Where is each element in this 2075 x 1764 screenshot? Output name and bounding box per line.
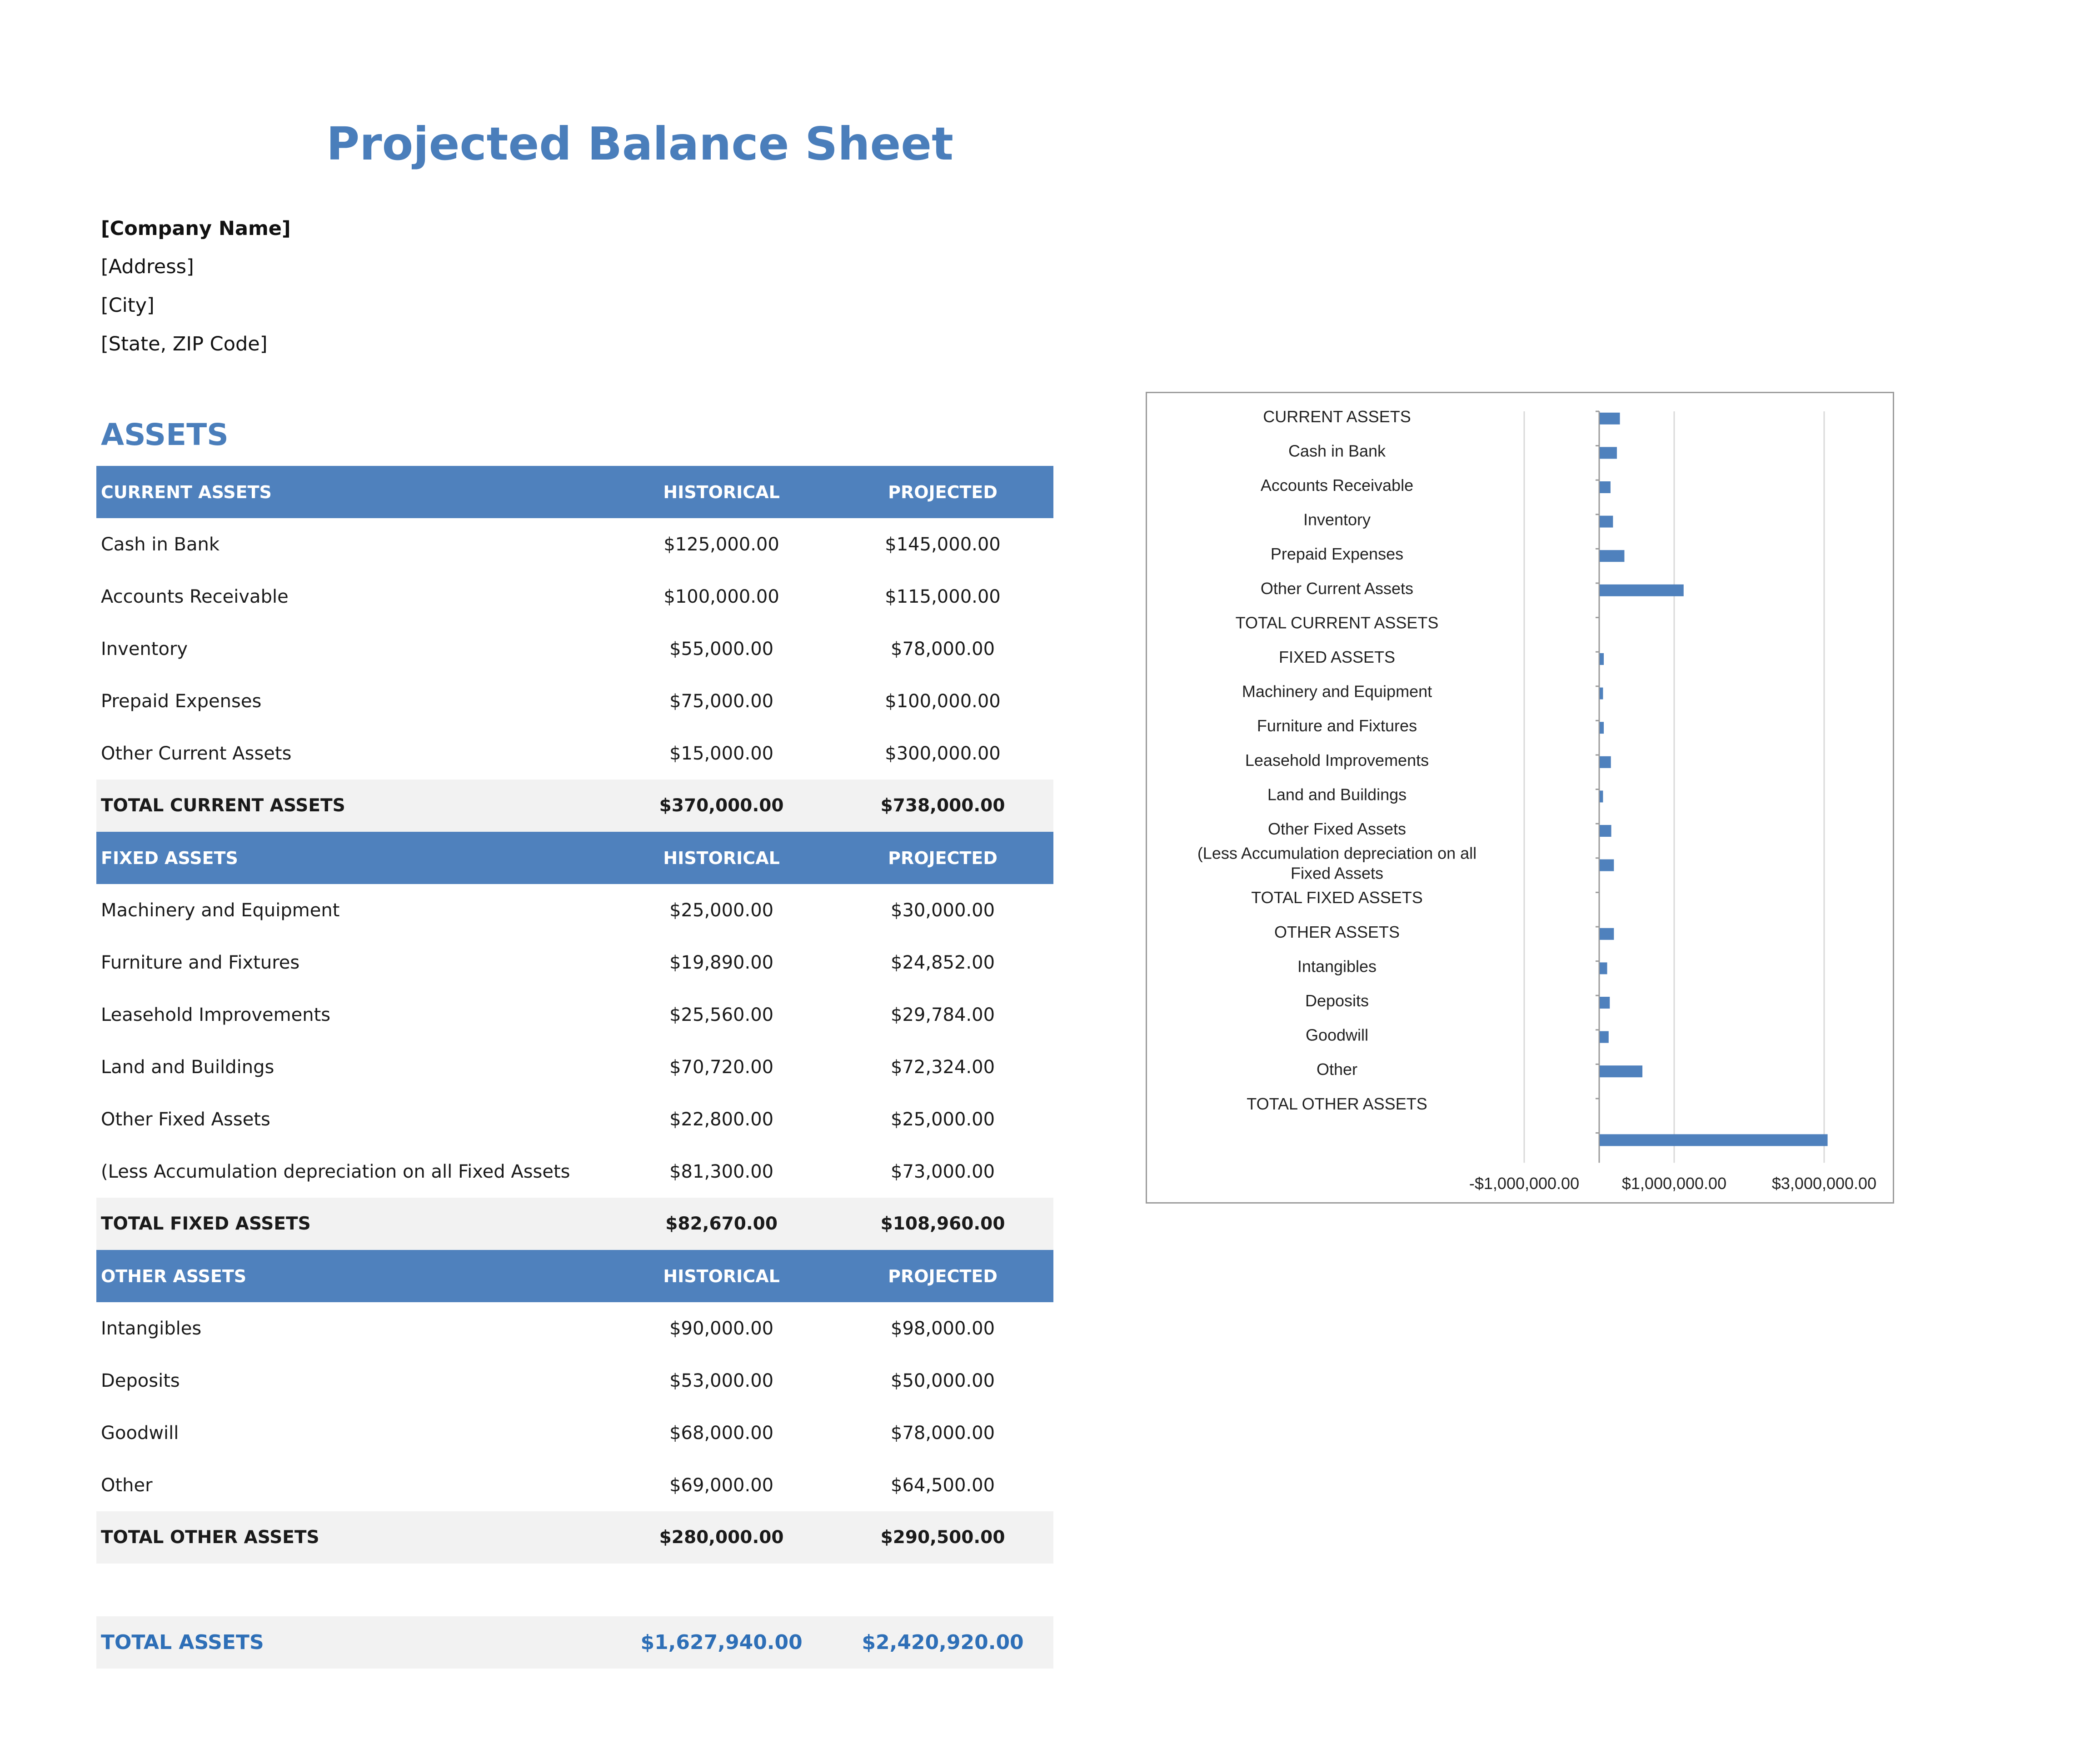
category-label: CURRENT ASSETS [1263, 407, 1411, 426]
company-name: [Company Name] [101, 217, 291, 240]
category-label: TOTAL OTHER ASSETS [1247, 1094, 1427, 1113]
company-state-zip: [State, ZIP Code] [101, 333, 268, 355]
table-row [96, 1407, 1053, 1459]
table-row-historical: $55,000.00 [669, 638, 774, 660]
table-row-historical: $19,890.00 [669, 952, 774, 973]
chart-bar [1600, 481, 1611, 493]
category-label: FIXED ASSETS [1278, 648, 1396, 666]
chart-bar [1600, 688, 1603, 700]
category-label: (Less Accumulation depreciation on all [1197, 844, 1477, 863]
table-row [96, 518, 1053, 570]
x-tick-label: $1,000,000.00 [1621, 1174, 1727, 1193]
table-row-historical: $75,000.00 [669, 690, 774, 712]
table-row-projected: $78,000.00 [891, 638, 995, 660]
table-row-projected: $25,000.00 [891, 1109, 995, 1130]
chart-bar [1600, 756, 1611, 768]
category-label: Accounts Receivable [1260, 476, 1414, 495]
table-row-historical: $68,000.00 [669, 1422, 774, 1444]
table-row-label: Intangibles [101, 1318, 202, 1339]
table-row-projected: $78,000.00 [891, 1422, 995, 1444]
category-label: Other Fixed Assets [1267, 820, 1407, 838]
other-assets-total-row-projected: $290,500.00 [832, 1511, 1053, 1564]
other-assets-total-row [96, 1511, 1053, 1564]
category-label: Land and Buildings [1267, 785, 1407, 804]
table-row-label: Machinery and Equipment [101, 899, 340, 921]
table-row [96, 1302, 1053, 1354]
other-assets-total-row-historical: $280,000.00 [611, 1511, 832, 1564]
current-assets-total-row-label: TOTAL CURRENT ASSETS [96, 780, 611, 832]
table-row-label: Other Current Assets [101, 743, 292, 764]
category-label: Deposits [1305, 991, 1369, 1010]
other-assets-header-row-label: OTHER ASSETS [96, 1250, 611, 1302]
total-assets-row-projected: $2,420,920.00 [832, 1616, 1053, 1669]
other-assets-header-row-projected: PROJECTED [832, 1250, 1053, 1302]
table-row-projected: $73,000.00 [891, 1161, 995, 1182]
category-label: Goodwill [1305, 1025, 1369, 1044]
table-row-projected: $115,000.00 [885, 586, 1001, 607]
chart-bar [1600, 860, 1614, 871]
table-row [96, 1354, 1053, 1407]
other-assets-header-row-historical: HISTORICAL [611, 1250, 832, 1302]
category-label: Furniture and Fixtures [1257, 716, 1417, 735]
chart-bar [1600, 928, 1614, 940]
spacer-cell [96, 1564, 1053, 1616]
table-row [96, 1093, 1053, 1145]
chart-bar [1600, 516, 1613, 528]
table-row-historical: $69,000.00 [669, 1474, 774, 1496]
table-row-projected: $100,000.00 [885, 690, 1001, 712]
fixed-assets-total-row [96, 1198, 1053, 1250]
table-row-label: Other Fixed Assets [101, 1109, 270, 1130]
assets-table [96, 466, 1053, 1669]
other-assets-header-row [96, 1250, 1053, 1302]
table-row [96, 1041, 1053, 1093]
table-row-projected: $145,000.00 [885, 534, 1001, 555]
company-city: [City] [101, 294, 155, 317]
company-address: [Address] [101, 255, 194, 278]
table-row [96, 570, 1053, 623]
x-tick-label: -$1,000,000.00 [1469, 1174, 1580, 1193]
category-label: Intangibles [1297, 957, 1377, 976]
table-row [96, 675, 1053, 727]
chart-bar [1600, 1065, 1642, 1077]
chart-bar [1600, 997, 1610, 1009]
chart-bar [1600, 653, 1604, 665]
page-title: Projected Balance Sheet [326, 117, 953, 170]
chart-bar [1600, 722, 1604, 734]
category-label: Machinery and Equipment [1242, 682, 1432, 701]
category-label: Other [1316, 1060, 1358, 1079]
total-assets-row-historical: $1,627,940.00 [611, 1616, 832, 1669]
chart-bar [1600, 962, 1607, 974]
current-assets-header-row [96, 466, 1053, 518]
current-assets-header-row-historical: HISTORICAL [611, 466, 832, 518]
table-row-historical: $25,560.00 [669, 1004, 774, 1025]
x-tick-label: $3,000,000.00 [1771, 1174, 1877, 1193]
table-row-projected: $24,852.00 [891, 952, 995, 973]
table-row-label: Furniture and Fixtures [101, 952, 300, 973]
fixed-assets-header-row-label: FIXED ASSETS [96, 832, 611, 884]
category-label: Prepaid Expenses [1270, 545, 1404, 564]
category-label: Cash in Bank [1288, 441, 1386, 460]
table-row-historical: $81,300.00 [669, 1161, 774, 1182]
chart-bar [1600, 1031, 1609, 1043]
table-row-historical: $90,000.00 [669, 1318, 774, 1339]
table-row-label: Leasehold Improvements [101, 1004, 331, 1025]
chart-bar [1600, 413, 1620, 425]
chart-bar [1600, 1134, 1828, 1146]
table-row-label: Prepaid Expenses [101, 690, 262, 712]
current-assets-total-row-projected: $738,000.00 [832, 780, 1053, 832]
table-row [96, 1459, 1053, 1511]
table-row-projected: $30,000.00 [891, 899, 995, 921]
chart-bar [1600, 790, 1603, 802]
total-assets-row [96, 1616, 1053, 1669]
fixed-assets-header-row [96, 832, 1053, 884]
table-row-historical: $22,800.00 [669, 1109, 774, 1130]
fixed-assets-header-row-historical: HISTORICAL [611, 832, 832, 884]
table-row-label: Cash in Bank [101, 534, 219, 555]
category-label: Fixed Assets [1290, 864, 1384, 883]
table-row [96, 727, 1053, 780]
fixed-assets-total-row-label: TOTAL FIXED ASSETS [96, 1198, 611, 1250]
table-row-label: Deposits [101, 1370, 180, 1391]
current-assets-total-row-historical: $370,000.00 [611, 780, 832, 832]
table-row [96, 1145, 1053, 1198]
table-row-historical: $100,000.00 [663, 586, 779, 607]
chart-bar [1600, 550, 1624, 562]
current-assets-total-row [96, 780, 1053, 832]
current-assets-header-row-projected: PROJECTED [832, 466, 1053, 518]
table-row-projected: $50,000.00 [891, 1370, 995, 1391]
category-label: Inventory [1303, 510, 1371, 529]
table-row-historical: $70,720.00 [669, 1056, 774, 1078]
table-row-historical: $25,000.00 [669, 899, 774, 921]
table-row-historical: $125,000.00 [663, 534, 779, 555]
current-assets-header-row-label: CURRENT ASSETS [96, 466, 611, 518]
table-row-label: Accounts Receivable [101, 586, 289, 607]
table-row [96, 989, 1053, 1041]
table-row-label: Other [101, 1474, 153, 1496]
spacer-row [96, 1564, 1053, 1616]
table-row-label: Inventory [101, 638, 188, 660]
chart-svg [1147, 393, 1893, 1202]
other-assets-total-row-label: TOTAL OTHER ASSETS [96, 1511, 611, 1564]
category-label: Leasehold Improvements [1245, 750, 1429, 770]
fixed-assets-total-row-projected: $108,960.00 [832, 1198, 1053, 1250]
chart-bar [1600, 447, 1617, 459]
table-row [96, 623, 1053, 675]
table-row [96, 936, 1053, 989]
fixed-assets-total-row-historical: $82,670.00 [611, 1198, 832, 1250]
category-label: Other Current Assets [1260, 579, 1414, 598]
category-label: TOTAL CURRENT ASSETS [1235, 613, 1439, 632]
table-row-historical: $53,000.00 [669, 1370, 774, 1391]
total-assets-row-label: TOTAL ASSETS [96, 1616, 611, 1669]
fixed-assets-header-row-projected: PROJECTED [832, 832, 1053, 884]
table-row-label: (Less Accumulation depreciation on all Fixed Assets [101, 1161, 570, 1182]
table-row-label: Goodwill [101, 1422, 179, 1444]
table-row-projected: $64,500.00 [891, 1474, 995, 1496]
assets-bar-chart [1146, 392, 1894, 1204]
table-row-historical: $15,000.00 [669, 743, 774, 764]
table-row-projected: $98,000.00 [891, 1318, 995, 1339]
table-row-projected: $300,000.00 [885, 743, 1001, 764]
assets-heading: ASSETS [101, 417, 229, 452]
chart-bar [1600, 585, 1684, 596]
table-row-projected: $72,324.00 [891, 1056, 995, 1078]
chart-bar [1600, 825, 1611, 837]
category-label: TOTAL FIXED ASSETS [1251, 888, 1423, 907]
table-row-projected: $29,784.00 [891, 1004, 995, 1025]
table-row [96, 884, 1053, 936]
table-row-label: Land and Buildings [101, 1056, 274, 1078]
category-label: OTHER ASSETS [1274, 922, 1400, 941]
